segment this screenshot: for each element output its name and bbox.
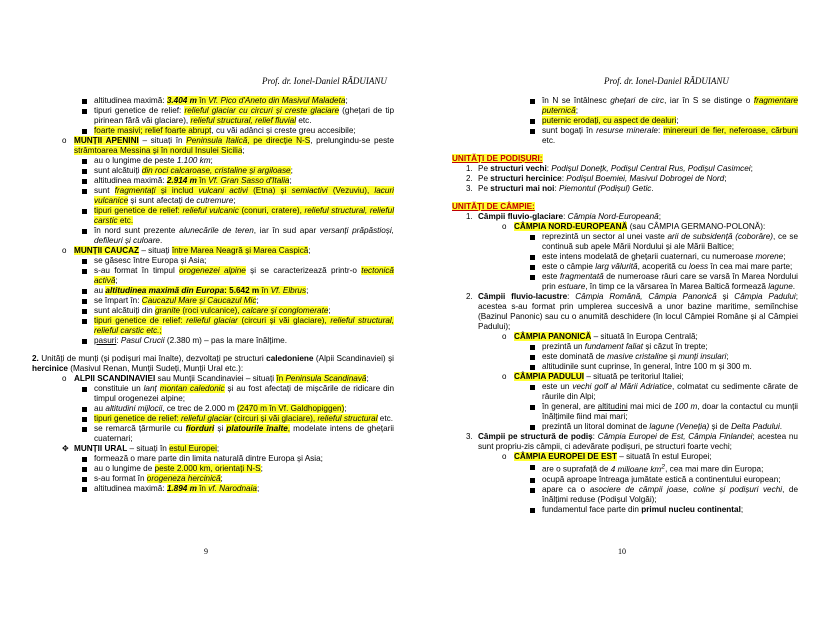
bullet-icon: 2. (466, 174, 473, 183)
paragraph-text: altitudinea maximă: 3.404 m în Vf. Pico d'Aneto din Masivul Maladeta; (94, 96, 348, 105)
right-paragraph (452, 475, 798, 485)
bullet-icon (82, 228, 87, 238)
right-paragraph (452, 352, 798, 362)
paragraph-text: altitudinile sunt cuprinse, în general, între 100 m și 300 m. (542, 362, 752, 371)
paragraph-text: în general, are altitudini mai mici de 100 m, doar la contactul cu munții înălțimile fiind mai mari; (542, 402, 798, 421)
bullet-icon (530, 274, 535, 284)
right-paragraph (452, 292, 798, 332)
bullet-icon: o (502, 372, 507, 381)
bullet-icon: 1. (466, 212, 473, 221)
paragraph-text: s-au format în timpul orogenezei alpine și se caracterizează printr-o tectonică activă; (94, 266, 394, 285)
right-paragraph (452, 232, 798, 252)
paragraph-text: ocupă aproape întreaga jumătate estică a continentului european; (542, 474, 781, 484)
left-paragraph (32, 316, 394, 336)
bullet-icon: 1. (466, 164, 473, 173)
paragraph-text: pasuri: Pasul Crucii (2.380 m) – pas la mare înălțime. (94, 336, 287, 345)
paragraph-text: ALPII SCANDINAVIEI sau Munții Scandinaviei – situați în Peninsula Scandinavă; (74, 374, 369, 383)
paragraph-text: sunt alcătuiți din granite (roci vulcanice), calcare și conglomerate; (94, 306, 331, 315)
left-paragraph (32, 374, 394, 384)
bullet-icon: 3. (466, 432, 473, 441)
bullet-icon (82, 426, 87, 436)
left-paragraph (32, 246, 394, 256)
paragraph-text: au o lungime de peste 1.100 km; (94, 156, 213, 165)
paragraph-text: este intens modelată de ghețarii cuaternari, cu numeroase morene; (542, 252, 786, 261)
paragraph-text: apare ca o asociere de câmpii joase, coline și podișuri vechi, de înălțimi reduse (Podișul Volgăi); (542, 484, 799, 504)
paragraph-text: CÂMPIA NORD-EUROPEANĂ (sau CÂMPIA GERMANO-POLONĂ): (514, 222, 766, 231)
left-paragraph (32, 424, 394, 444)
right-paragraph (452, 262, 798, 272)
left-paragraph (32, 106, 394, 126)
left-paragraph (32, 484, 394, 494)
right-paragraph (452, 462, 798, 475)
bullet-icon: o (62, 136, 67, 145)
right-paragraph (452, 222, 798, 232)
bullet-icon (82, 188, 87, 198)
paragraph-text: CÂMPIA EUROPEI DE EST – situată în estul Europei; (514, 452, 712, 461)
paragraph-text: UNITĂȚI DE PODIȘURI: (452, 154, 543, 163)
left-paragraph (32, 176, 394, 186)
bullet-icon (530, 128, 535, 138)
left-paragraph (32, 474, 394, 484)
bullet-icon: o (502, 222, 507, 231)
right-paragraph (452, 212, 798, 222)
paragraph-text: este o câmpie larg vălurită, acoperită cu loess în cea mai mare parte; (542, 262, 793, 271)
right-paragraph (452, 126, 798, 146)
right-paragraph (452, 342, 798, 352)
paragraph-text: tipuri genetice de relief: relieful glaciar (circuri și văi glaciare), relieful structural etc. (94, 414, 394, 423)
paragraph-text: foarte masivi; relief foarte abrupt, cu văi adânci și creste greu accesibile; (94, 126, 356, 135)
left-paragraph (32, 156, 394, 166)
left-paragraph (32, 414, 394, 424)
paragraph-text: este dominată de masive cristaline și munți insulari; (542, 352, 729, 361)
paragraph-text: MUNȚII URAL – situați în estul Europei; (74, 444, 220, 453)
paragraph-text: Pe structuri mai noi: Piemontul (Podișul) Getic. (478, 184, 654, 193)
right-paragraph (452, 332, 798, 342)
bullet-icon (82, 268, 87, 278)
right-paragraph (452, 202, 798, 212)
bullet-icon (82, 386, 87, 396)
paragraph-text: prezintă un fundament faliat și căzut în trepte; (542, 342, 708, 351)
bullet-icon (530, 234, 535, 244)
paragraph-text: sunt bogați în resurse minerale: minereuri de fier, neferoase, cărbuni etc. (542, 126, 798, 145)
paragraph-text: Pe structuri vechi: Podișul Donețk, Podișul Central Rus, Podișul Casimcei; (478, 164, 753, 173)
bullet-icon: 2. (466, 292, 473, 301)
left-paragraph (32, 256, 394, 266)
bullet-icon (530, 98, 535, 108)
left-paragraph (32, 206, 394, 226)
paragraph-text: Pe structuri hercinice: Podișul Boemiei, Masivul Dobrogei de Nord; (478, 174, 727, 183)
right-paragraph (452, 485, 798, 505)
bullet-icon (82, 208, 87, 218)
paragraph-text: tipuri genetice de relief: relieful vulcanic (conuri, cratere), relieful structural, relieful carstic etc. (94, 206, 395, 225)
paragraph-text: este un vechi golf al Mării Adriatice, colmatat cu sedimente cărate de râurile din Alpi; (542, 382, 798, 401)
right-paragraph (452, 116, 798, 126)
paragraph-text: sunt alcătuiți din roci calcaroase, cristaline și argiloase; (94, 166, 293, 175)
spacer (452, 146, 798, 154)
paragraph-text: au o lungime de peste 2.000 km, orientați N-S; (94, 464, 263, 473)
left-page-body (32, 96, 394, 494)
bullet-icon (530, 507, 535, 517)
page-number: 10 (618, 547, 626, 556)
bullet-icon (82, 318, 87, 328)
paragraph-text: fundamentul face parte din primul nucleu continental; (542, 504, 744, 514)
bullet-icon (82, 486, 87, 496)
paragraph-text: se remarcă țărmurile cu fiorduri și platourile înalte, modelate intens de ghețarii cuaternari; (94, 424, 394, 443)
bullet-icon: o (62, 374, 67, 383)
paragraph-text: puternic erodați, cu aspect de dealuri; (542, 116, 679, 125)
right-paragraph (452, 452, 798, 462)
left-paragraph (32, 306, 394, 316)
left-paragraph (32, 126, 394, 136)
paragraph-text: are o suprafață de 4 milioane $km^2$, cea mai mare din Europa; (542, 463, 764, 474)
left-paragraph (32, 166, 394, 176)
paragraph-text: CÂMPIA PANONICĂ – situată în Europa Centrală; (514, 332, 698, 341)
bullet-icon: o (502, 452, 507, 461)
left-paragraph (32, 464, 394, 474)
left-paragraph (32, 384, 394, 404)
paragraph-text: tipuri genetice de relief: relieful glaciar (circuri și văi glaciare), relieful structural, relieful carstic etc.; (94, 316, 394, 335)
paragraph-text: se găsesc între Europa și Asia; (94, 256, 207, 265)
paragraph-text: altitudinea maximă: 1.894 m în vf. Narodnaia; (94, 484, 260, 493)
right-paragraph (452, 174, 798, 184)
right-paragraph (452, 362, 798, 372)
bullet-icon (530, 404, 535, 414)
left-paragraph (32, 404, 394, 414)
left-paragraph (32, 96, 394, 106)
right-paragraph (452, 154, 798, 164)
right-paragraph (452, 505, 798, 515)
right-paragraph (452, 422, 798, 432)
left-paragraph (32, 266, 394, 286)
paragraph-text: au altitudini mijlocii, ce trec de 2.000 m (2470 m în Vf. Galdhopiggen); (94, 404, 347, 413)
right-paragraph (452, 252, 798, 262)
right-paragraph (452, 402, 798, 422)
paragraph-text: tipuri genetice de relief: relieful glaciar cu circuri și creste glaciare (ghețari de tip pirinean fără văi glaciare), relieful structural, relief fluvial etc. (94, 106, 395, 125)
paragraph-text: se împart în: Caucazul Mare și Caucazul Mic; (94, 296, 259, 305)
bullet-icon (530, 384, 535, 394)
bullet-icon (530, 464, 535, 474)
bullet-icon (82, 338, 87, 348)
paragraph-text: 2. Unități de munți (și podișuri mai înalte), dezvoltați pe structuri caledoniene (Alpii Scandinaviei) și hercinice (Masivul Renan, Munții Sudeți, Munții Ural etc.): (32, 354, 394, 373)
right-paragraph (452, 96, 798, 116)
left-paragraph (32, 444, 394, 454)
paragraph-text: este fragmentată de numeroase râuri care se varsă în Marea Nordului prin estuare, în timp ce la vărsarea în Marea Baltică formează lagune. (542, 272, 798, 291)
bullet-icon: o (502, 332, 507, 341)
page-header: Prof. dr. Ionel-Daniel RĂDUIANU (604, 76, 729, 86)
left-paragraph (32, 336, 394, 346)
left-paragraph (32, 286, 394, 296)
paragraph-text: MUNȚII CAUCAZ – situați între Marea Neagră și Marea Caspică; (74, 246, 311, 255)
paragraph-text: Câmpii fluvio-glaciare: Câmpia Nord-Europeană; (478, 212, 661, 221)
bullet-icon (530, 487, 535, 497)
right-page-body (452, 96, 798, 515)
left-paragraph (32, 186, 394, 206)
left-paragraph (32, 136, 394, 156)
paragraph-text: în N se întâlnesc ghețari de circ, iar în S se distinge o fragmentare puternică; (542, 96, 798, 115)
bullet-icon (82, 108, 87, 118)
paragraph-text: constituie un lanț montan caledonic și au fost afectați de mișcările de ridicare din timpul orogenezei alpine; (94, 384, 395, 403)
paragraph-text: CÂMPIA PADULUI – situată pe teritoriul Italiei; (514, 372, 684, 381)
paragraph-text: Câmpii fluvio-lacustre: Câmpia Română, Câmpia Panonică și Câmpia Padului; acestea s-au format prin umplerea succesivă a unor bazine maritime, semiînchise (Bazinul Panonic) sau cu o anumită deschidere (în locul Câmpiei Române și al Câmpiei Padului); (478, 292, 798, 331)
right-paragraph (452, 372, 798, 382)
paragraph-text: altitudinea maximă: 2.914 m în Vf. Gran Sasso d'Italia; (94, 176, 292, 185)
left-paragraph (32, 226, 394, 246)
paragraph-text: Câmpii pe structură de podiș: Câmpia Europei de Est, Câmpia Finlandei; acestea nu sunt propriu-zis câmpii, ci adevărate podișuri, pe structuri foarte vechi; (478, 432, 798, 451)
paragraph-text: formează o mare parte din limita naturală dintre Europa și Asia; (94, 454, 323, 463)
right-paragraph (452, 382, 798, 402)
paragraph-text: au altitudinea maximă din Europa: 5.642 m în Vf. Elbrus; (94, 286, 309, 295)
bullet-icon: ✥ (62, 444, 69, 453)
paragraph-text: reprezintă un sector al unei vaste arii de subsidență (coborâre), ce se continuă sub apele Mării Nordului și ale Mării Baltice; (542, 232, 799, 251)
right-paragraph (452, 272, 798, 292)
paragraph-text: MUNȚII APENINI – situați în Peninsula Italică, pe direcție N-S, prelungindu-se peste strâmtoarea Messina și în nordul Insulei Sicilia; (74, 136, 395, 155)
paragraph-text: s-au format în orogeneza hercinică; (94, 474, 223, 483)
bullet-icon: o (62, 246, 67, 255)
right-paragraph (452, 164, 798, 174)
right-page (414, 0, 828, 640)
spacer (452, 194, 798, 202)
left-paragraph (32, 454, 394, 464)
bullet-icon: 3. (466, 184, 473, 193)
right-paragraph (452, 432, 798, 452)
page-header: Prof. dr. Ionel-Daniel RĂDUIANU (262, 76, 387, 86)
page-number: 9 (204, 547, 208, 556)
right-paragraph (452, 184, 798, 194)
paragraph-text: UNITĂȚI DE CÂMPIE: (452, 202, 535, 211)
left-paragraph (32, 354, 394, 374)
paragraph-text: în nord sunt prezente alunecările de teren, iar în sud apar versanți prăpăstioși, defileuri și culoare. (94, 226, 394, 245)
paragraph-text: prezintă un litoral dominat de lagune (Veneția) și de Delta Padului. (542, 422, 783, 431)
paragraph-text: sunt fragmentați și includ vulcani activi (Etna) și semiactivi (Vezuviu), lacuri vulcanice și sunt afectați de cutremure; (94, 186, 394, 205)
left-paragraph (32, 296, 394, 306)
